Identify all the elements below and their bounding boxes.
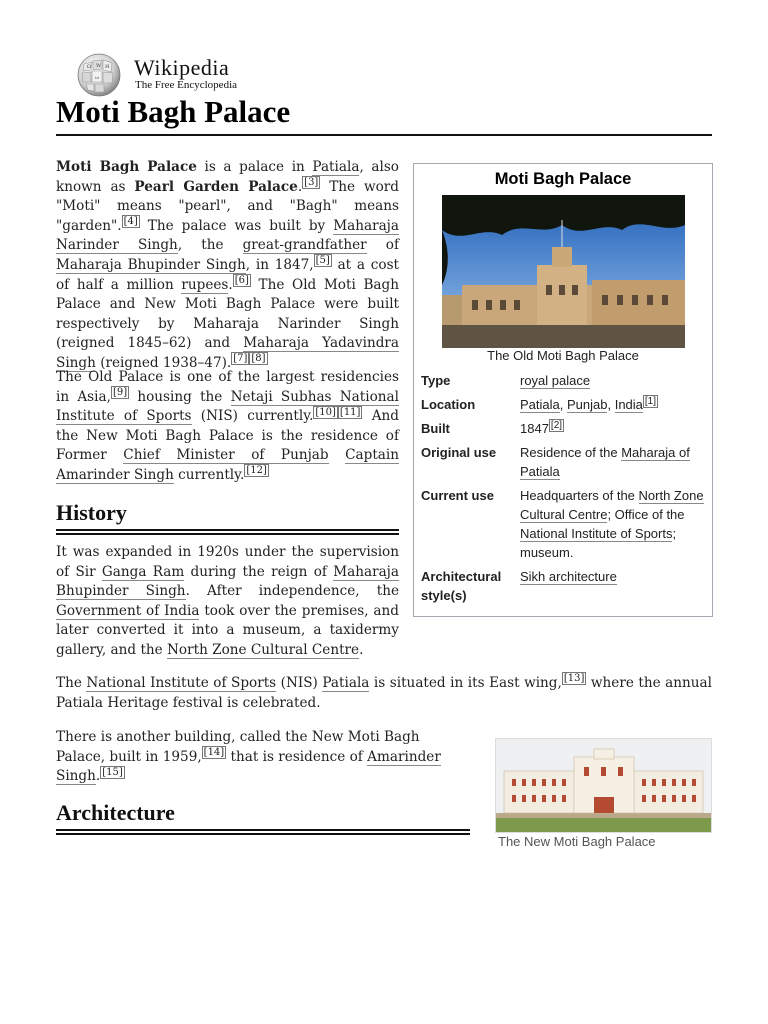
ref-1[interactable]: [1] [644,395,657,407]
wikipedia-globe-icon [74,52,124,98]
link-bhupinder-singh[interactable]: Maharaja Bhupinder Singh [56,256,246,273]
old-palace-photo[interactable] [442,195,685,348]
ref-5[interactable]: [5] [315,255,330,267]
ref-8[interactable]: [8] [251,353,266,365]
old-palace-paragraph: The Old Palace is one of the largest residencies in Asia, [9] housing the Netaji Subhas National Institute of Sports (NIS) currently. [10] [11] And the New Moti Bagh Palace is the residence of Former Chief Minister of Punjab Captain Amarinder Singh currently. [12] [56,369,399,483]
section-heading-architecture: Architecture [56,800,470,829]
link-narinder-singh[interactable]: Maharaja Narinder Singh [56,217,399,254]
ref-6[interactable]: [6] [234,275,249,287]
wikipedia-wordmark: Wikipedia [134,55,230,80]
link-chief-minister[interactable]: Chief Minister of Punjab [123,447,329,464]
wikipedia-logo[interactable] [74,52,274,98]
link-maharaja-of-patiala[interactable]: Maharaja of Patiala [520,445,690,479]
link-great-grandfather[interactable]: great-grandfather [242,237,367,254]
ref-4[interactable]: [4] [123,216,138,228]
new-palace-photo[interactable] [495,738,712,833]
history-paragraph-3: There is another building, called the New Moti Bagh Palace, built in 1959, [14] that is residence of Amarinder Singh. [15] [56,729,441,785]
link-loc-india[interactable]: India [614,397,643,412]
link-nzcc-infobox[interactable]: North Zone Cultural Centre [520,488,704,522]
ref-11[interactable]: [11] [339,406,361,418]
wikipedia-tagline: The Free Encyclopedia [135,79,238,91]
link-royal-palace[interactable]: royal palace [520,373,591,388]
link-loc-punjab[interactable]: Punjab [566,397,608,412]
intro-paragraph: Moti Bagh Palace is a palace in Patiala, also known as Pearl Garden Palace. [3] The word "Moti" means "pearl", and "Bagh" means "garden". [4] The palace was built by Maharaja Narinder Singh, the great-grandfather of Maharaja Bhupinder Singh, in 1847, [5] at a cost of half a million rupees. [6] The Old Moti Bagh Palace and New Moti Bagh Palace were built respectively by Maharaja Narinder Singh (reigned 1845–62) and Maharaja Yadavindra Singh (reigned 1938–47). [7] [8] [56,159,400,371]
ref-2[interactable]: [2] [550,419,563,431]
link-netaji-nis[interactable]: Netaji Subhas National Institute of Sports [56,388,399,425]
svg-text:Ω: Ω [87,64,92,70]
bold-name: Moti Bagh Palace [56,159,197,175]
page-title: Moti Bagh Palace [56,94,712,136]
section-heading-history: History [56,500,399,529]
infobox-caption: The Old Moti Bagh Palace [487,348,639,363]
history-paragraph-1: It was expanded in 1920s under the supervision of Sir Ganga Ram during the reign of Maharaja Bhupinder Singh. After independence, the Government of India took over the premises, and later converted it into a museum, a taxidermy gallery, and the North Zone Cultural Centre. [56,544,399,658]
link-rupees[interactable]: rupees [181,276,229,293]
svg-text:И: И [105,64,110,70]
link-amarinder-singh[interactable]: Captain Amarinder Singh [56,447,399,483]
ref-10[interactable]: [10] [315,406,336,418]
ref-7[interactable]: [7] [233,353,248,365]
link-loc-patiala[interactable]: Patiala [520,397,560,412]
ref-3[interactable]: [3] [304,177,319,189]
svg-text:W: W [96,63,102,69]
link-nis-infobox[interactable]: National Institute of Sports [520,526,673,541]
ref-13[interactable]: [13] [563,673,585,685]
svg-text:ω: ω [95,75,100,81]
link-amarinder-singh-2[interactable]: Amarinder Singh [56,748,441,785]
link-national-institute-of-sports[interactable]: National Institute of Sports [86,675,277,691]
link-patiala-2[interactable]: Patiala [322,675,370,691]
link-north-zone-cultural-centre[interactable]: North Zone Cultural Centre [167,641,360,658]
history-paragraph-2: The National Institute of Sports (NIS) Patiala is situated in its East wing, [13] where the annual Patiala Heritage festival is celebrated. [56,673,712,711]
infobox: Moti Bagh Palace The Old Moti Bagh Palace Type royal palace Location Patiala, Punjab, India [1] Built 1847 [2] Original use Residence of the Maharaja of Patiala Current use Headquarters of the North Zone Cultural Centre; Office of the National Institute of Sports; museum. Architectural style(s) Sikh architecture [413,163,713,617]
ref-15[interactable]: [15] [102,766,123,778]
link-government-of-india[interactable]: Government of India [56,602,200,619]
link-ganga-ram[interactable]: Ganga Ram [101,563,185,580]
link-bhupinder-singh-2[interactable]: Maharaja Bhupinder Singh [56,563,399,600]
link-sikh-architecture[interactable]: Sikh architecture [520,569,617,584]
ref-14[interactable]: [14] [203,747,225,759]
thumbnail-caption: The New Moti Bagh Palace [498,834,656,849]
bold-alt-name: Pearl Garden Palace [134,178,298,195]
link-patiala[interactable]: Patiala [312,159,360,175]
ref-12[interactable]: [12] [246,465,267,477]
infobox-title: Moti Bagh Palace [494,170,632,188]
ref-9[interactable]: [9] [112,387,128,399]
link-yadavindra-singh[interactable]: Maharaja Yadavindra Singh [56,335,400,371]
